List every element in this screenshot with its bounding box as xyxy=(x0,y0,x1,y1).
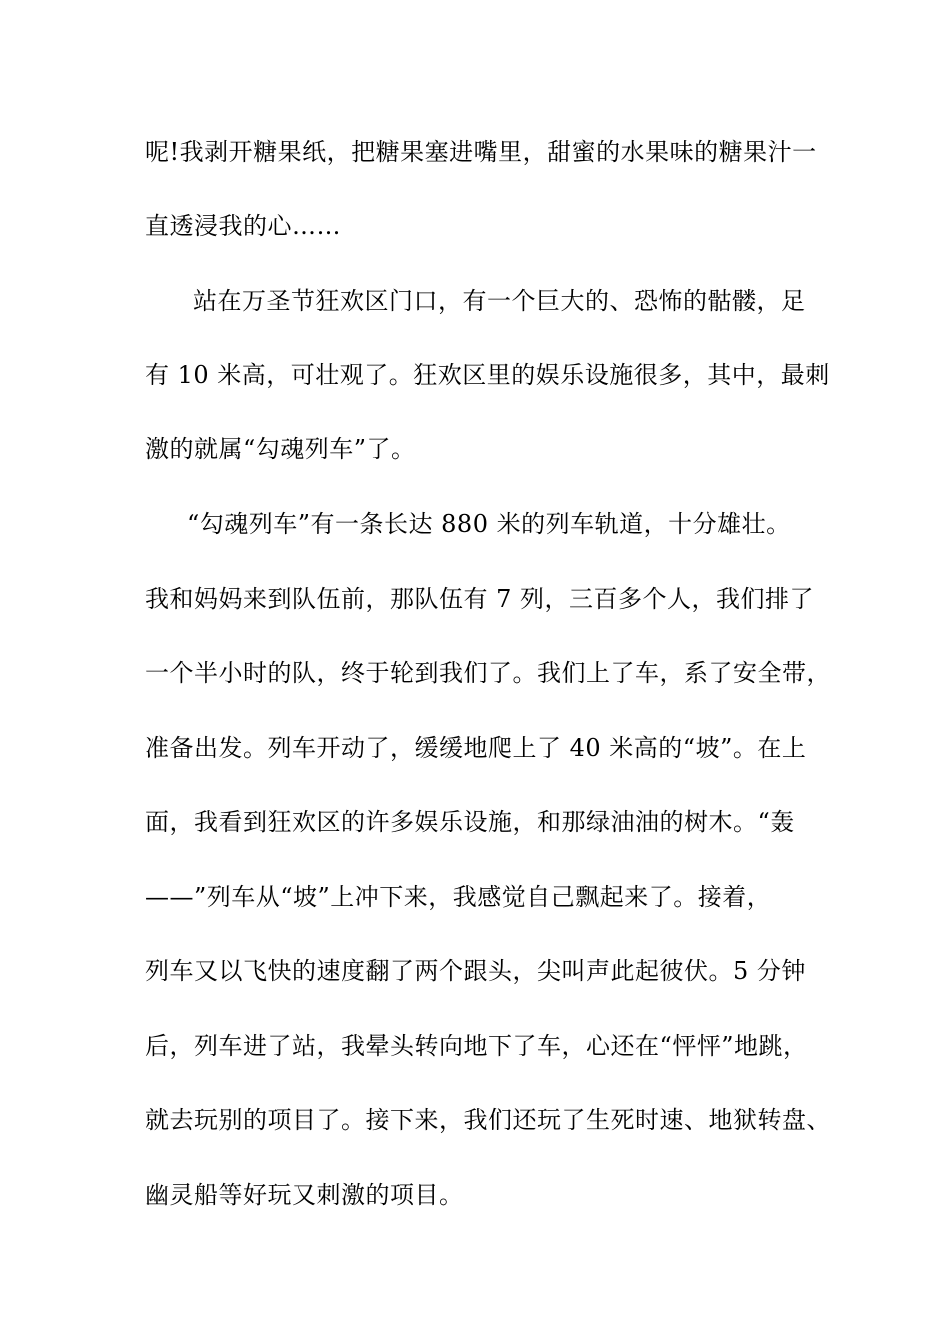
text-line: 就去玩别的项目了。接下来，我们还玩了生死时速、地狱转盘、 xyxy=(145,1106,831,1134)
text-line: 呢!我剥开糖果纸，把糖果塞进嘴里，甜蜜的水果味的糖果汁一 xyxy=(145,138,817,166)
text-line: 面，我看到狂欢区的许多娱乐设施，和那绿油油的树木。“轰 xyxy=(145,808,795,836)
paragraph-start-line: “勾魂列车”有一条长达 880 米的列车轨道，十分雄壮。 xyxy=(187,510,791,538)
text-line: 有 10 米高，可壮观了。狂欢区里的娱乐设施很多，其中，最刺 xyxy=(145,361,830,389)
text-line: 列车又以飞快的速度翻了两个跟头，尖叫声此起彼伏。5 分钟 xyxy=(145,957,806,985)
text-line: 我和妈妈来到队伍前，那队伍有 7 列，三百多个人，我们排了 xyxy=(145,585,815,613)
text-line: 准备出发。列车开动了，缓缓地爬上了 40 米高的“坡”。在上 xyxy=(145,734,807,762)
text-line: ——”列车从“坡”上冲下来，我感觉自己飘起来了。接着， xyxy=(145,883,772,911)
text-line: 一个半小时的队，终于轮到我们了。我们上了车，系了安全带， xyxy=(145,659,831,687)
text-line: 幽灵船等好玩又刺激的项目。 xyxy=(145,1181,464,1209)
text-line: 后，列车进了站，我晕头转向地下了车，心还在“怦怦”地跳， xyxy=(145,1032,808,1060)
text-line: 直透浸我的心…… xyxy=(145,212,341,240)
paragraph-start-line: 站在万圣节狂欢区门口，有一个巨大的、恐怖的骷髅，足 xyxy=(193,287,806,315)
text-line: 激的就属“勾魂列车”了。 xyxy=(145,435,416,463)
